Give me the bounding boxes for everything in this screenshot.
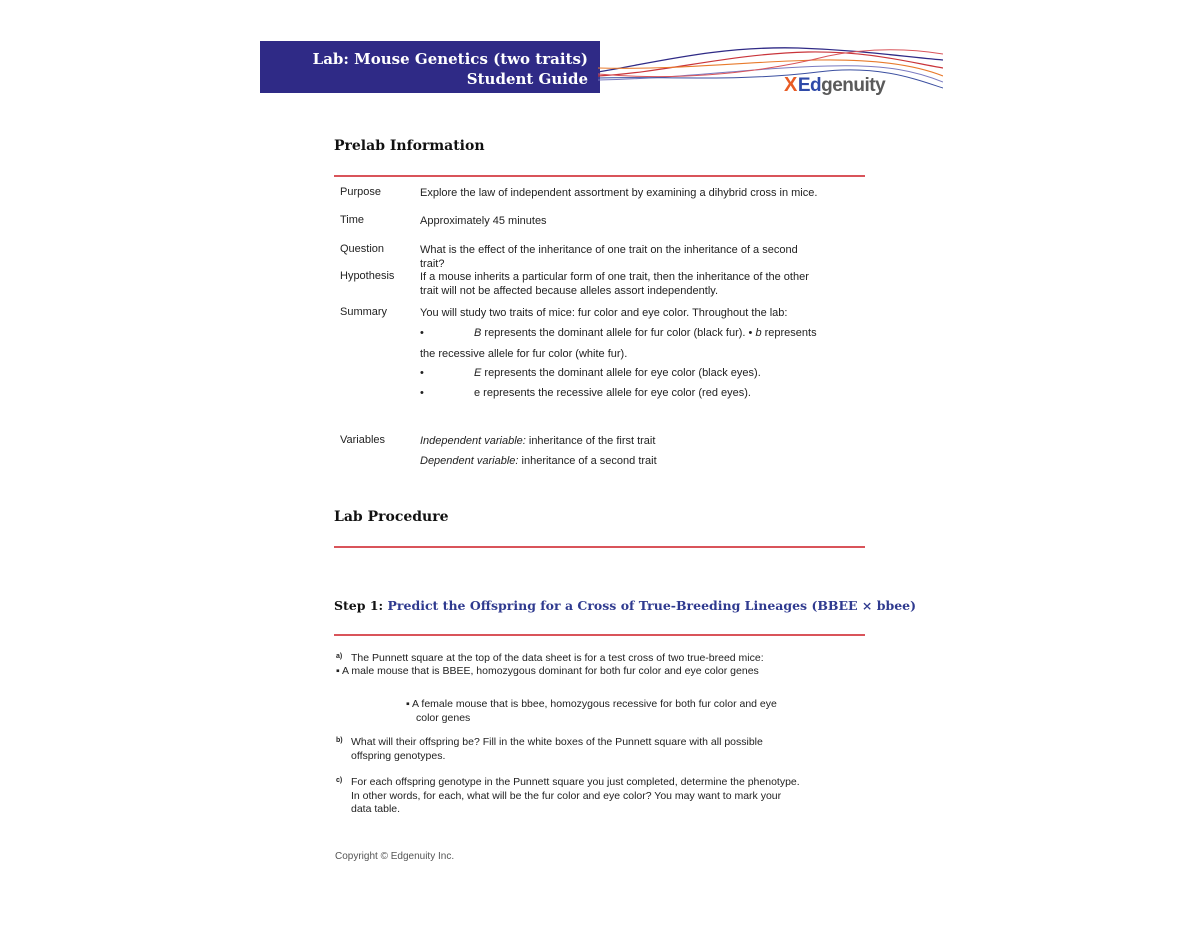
time-text: Approximately 45 minutes	[420, 215, 547, 227]
step-1-title: Predict the Offspring for a Cross of True-Breeding Lineages (BBEE × bbee)	[387, 598, 917, 613]
hypothesis-line-1: If a mouse inherits a particular form of one trait, then the inheritance of the other	[420, 271, 809, 283]
question-text	[420, 243, 798, 271]
logo-ed: Ed	[797, 75, 822, 96]
independent-variable: Independent variable: inheritance of the first trait	[420, 435, 656, 447]
title-line-1: Lab: Mouse Genetics (two traits)	[312, 50, 588, 68]
prelab-divider	[334, 175, 865, 177]
bullet-eye-dominant: E represents the dominant allele for eye color (black eyes).	[474, 367, 761, 379]
dependent-variable: Dependent variable: inheritance of a second trait	[420, 455, 657, 467]
title-line-2: Student Guide	[466, 70, 588, 88]
summary-label: Summary	[340, 306, 388, 318]
edgenuity-logo	[784, 74, 885, 97]
variables-label: Variables	[340, 434, 386, 446]
document-title	[313, 49, 588, 89]
item-c-marker: c)	[336, 777, 343, 784]
item-b-marker: b)	[336, 737, 343, 744]
question-line-1: What is the effect of the inheritance of one trait on the inheritance of a second	[420, 244, 798, 256]
item-a-marker: a)	[336, 653, 343, 660]
question-line-2: trait?	[420, 258, 445, 270]
hypothesis-text	[420, 270, 809, 298]
bullet-symbol: •	[420, 327, 424, 339]
copyright-footer: Copyright © Edgenuity Inc.	[335, 851, 455, 862]
bullet-fur-dominant: B represents the dominant allele for fur color (black fur). • b represents	[474, 327, 817, 339]
item-b-text: What will their offspring be? Fill in the white boxes of the Punnett square with all possible offspring genotypes.	[351, 736, 763, 762]
allele-B: B	[474, 327, 482, 339]
question-label: Question	[340, 243, 385, 255]
item-a-line-1: The Punnett square at the top of the data sheet is for a test cross of two true-breed mice:	[351, 652, 764, 664]
purpose-text: Explore the law of independent assortment by examining a dihybrid cross in mice.	[420, 187, 818, 199]
step-1-divider	[334, 634, 865, 636]
allele-b: b	[755, 327, 762, 339]
hypothesis-line-2: trait will not be affected because alleles assort independently.	[420, 285, 718, 297]
bullet-eye-recessive: e represents the recessive allele for eye color (red eyes).	[474, 387, 751, 399]
item-c-text: For each offspring genotype in the Punnett square you just completed, determine the phenotype. In other words, for each, what will be the fur color and eye color? You may want to mark your data table.	[351, 776, 800, 815]
step-1-heading	[334, 598, 916, 613]
procedure-heading: Lab Procedure	[334, 509, 449, 525]
item-a-female: ▪ A female mouse that is bbee, homozygous recessive for both fur color and eye color genes	[406, 698, 777, 724]
bullet-symbol: •	[420, 367, 424, 379]
time-label: Time	[340, 214, 365, 226]
logo-x-icon: X	[784, 74, 797, 96]
header-banner	[260, 41, 600, 93]
step-1-prefix: Step 1:	[334, 598, 388, 613]
summary-intro: You will study two traits of mice: fur color and eye color. Throughout the lab:	[420, 307, 788, 319]
prelab-heading: Prelab Information	[334, 138, 485, 154]
item-a-male: ▪ A male mouse that is BBEE, homozygous dominant for both fur color and eye color genes	[336, 665, 759, 677]
decorative-waves	[598, 42, 943, 92]
hypothesis-label: Hypothesis	[340, 270, 395, 282]
allele-E: E	[474, 367, 482, 379]
purpose-label: Purpose	[340, 186, 381, 198]
bullet-fur-recessive: the recessive allele for fur color (white fur).	[420, 348, 628, 360]
logo-rest: genuity	[821, 75, 886, 96]
bullet-symbol: •	[420, 387, 424, 399]
procedure-divider	[334, 546, 865, 548]
